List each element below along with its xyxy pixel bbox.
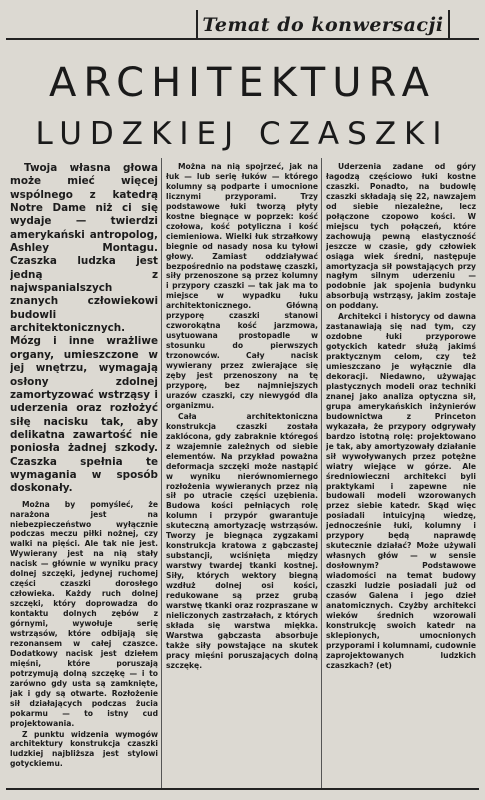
- article-column-2: [166, 162, 318, 784]
- article-column-3: [326, 162, 476, 784]
- top-rule: [6, 38, 479, 40]
- column-divider: [161, 158, 162, 788]
- headline-line-2: LUDZKIEJ CZASZKI: [35, 116, 450, 152]
- section-label: Temat do konwersacji: [202, 14, 444, 36]
- column-divider: [321, 158, 322, 788]
- article-paragraph: Uderzenia zadane od góry łagodzą częściowo łuki kostne czaszki. Ponadto, na budowlę czaszki składają się 22, nawzajem od siebie niezależne, lecz połączone czopowo kości. W miejscu tych połączeń, które zachowują pewną elastyczność jeszcze w czasie, gdy człowiek osiąga wiek średni, następuje amortyzacja sił powstających przy nagłym silnym uderzeniu — podobnie jak spojenia budynku absorbują wstrząsy, jakim zostaje on poddany.: [326, 162, 476, 311]
- article-paragraph: Architekci i historycy od dawna zastanawiają się nad tym, czy ozdobne łuki przyporowe gotyckich katedr służą jakimś praktycznym celom, czy też umieszczano je wyłącznie dla dekoracji. Niedawno, używając plastycznych modeli oraz techniki znanej jako analiza optyczna sił, grupa amerykańskich inżynierów budownictwa z Princeton wykazała, że przypory odgrywały bardzo istotną rolę: projektowano je tak, aby amortyzowały działanie sił wywoływanych przez potężne wiatry wiejące w górze. Ale średniowieczni architekci byli praktykami i zapewne nie budowali modeli wzorowanych przez siebie katedr. Skąd więc posiadali intuicyjną wiedzę, jednocześnie łuki, kolumny i przypory będą naprawdę skutecznie działać? Może używali własnych głów — w sensie dosłownym? Podstawowe wiadomości na temat budowy czaszki ludzie posiadali już od czasów Galena i jego dzieł anatomicznych. Czyżby architekci wieków średnich wzorowali konstrukcję swoich katedr na sklepionych, umocnionych przyporami i kolumnami, cudownie zaprojektowanych ludzkich czaszkach? (et): [326, 312, 476, 670]
- article-paragraph: Można na nią spojrzeć, jak na łuk — lub serię łuków — którego kolumny są podparte i umocnione licznymi przyporami. Trzy podstawowe łuki tworzą płyty kostne biegnące w poprzek: kość czołowa, kość potyliczna i kość ciemieniowa. Wielki łuk strzałkowy biegnie od nasady nosa ku tyłowi głowy. Zamiast oddziaływać bezpośrednio na podstawę czaszki, siły przenoszone są przez kolumny i przypory czaszki — tak jak ma to miejsce w wypadku łuku architektonicznego. Główną przyporę czaszki stanowi czworokątna kość jarzmowa, usytuowana prostopadle w stosunku do pierwszych trzonowców. Cały nacisk wywierany przez zwierające się zęby jest przenoszony na tę przyporę, bez najmniejszych urazów czaszki, czy niewygód dla organizmu.: [166, 162, 318, 410]
- bottom-rule: [6, 788, 479, 790]
- headline-line-1: ARCHITEKTURA: [48, 60, 437, 106]
- article-column-1: [10, 162, 158, 784]
- section-header: [196, 10, 450, 40]
- lead-paragraph: Twoja własna głowa może mieć więcej wspólnego z katedrą Notre Dame niż ci się wydaje — twierdzi amerykański antropolog, Ashley Montagu. Czaszka ludzka jest jedną z najwspanialszych znanych człowiekowi budowli architektonicznych. Mózg i inne wrażliwe organy, umieszczone w jej wnętrzu, wymagają osłony zdolnej zamortyzować wstrząsy i uderzenia oraz rozłożyć siłę nacisku tak, aby delikatna zawartość nie poniosła żadnej szkody. Czaszka spełnia te wymagania w sposób doskonały.: [10, 162, 158, 495]
- article-paragraph: Cała architektoniczna konstrukcja czaszki została zaklócona, gdy zabraknie któregoś z wzajemnie zależnych od siebie elementów. Na przykład poważna deformacja szczęki może nastąpić w wyniku nierównomiernego rozłożenia wywieranych przez nią sił po utracie części uzębienia. Budowa kości pełniących rolę kolumn i przypór gwarantuje skuteczną amortyzację wstrząsów. Tworzy je biegnąca zygzakami konstrukcja kratowa z gąbczastej substancji, wciśnięta między warstwy twardej tkanki kostnej. Siły, których wektory biegną wzdłuż dolnej osi kości, redukowane są przez grubą warstwę tkanki oraz rozpraszane w nieliczonych zastrzałach, z których składa się warstwa miękka. Warstwa gąbczasta absorbuje także siły powstające na skutek pracy mięśni poruszających dolną szczękę.: [166, 411, 318, 670]
- article-paragraph: Z punktu widzenia wymogów architektury konstrukcja czaszki ludzkiej najbliższa jest stylowi gotyckiemu.: [10, 729, 158, 769]
- article-paragraph: Można by pomyśleć, że narażona jest na niebezpieczeństwo wyłącznie podczas meczu piłki nożnej, czy walki na pięści. Ale tak nie jest. Wywierany jest na nią stały nacisk — głównie w wyniku pracy dolnej szczęki, jedynej ruchomej części czaszki dorosłego człowieka. Każdy ruch dolnej szczęki, który doprowadza do kontaktu dolnych zębów z górnymi, wywołuje serię wstrząsów, które odbijają się rezonansem w całej czaszce. Dodatkowy nacisk jest dziełem mięśni, które poruszają potrzymują dolną szczękę — i to zarówno gdy usta są zamknięte, jak i gdy są otwarte. Rozłożenie sił działających podczas żucia pokarmu — to istny cud projektowania.: [10, 499, 158, 728]
